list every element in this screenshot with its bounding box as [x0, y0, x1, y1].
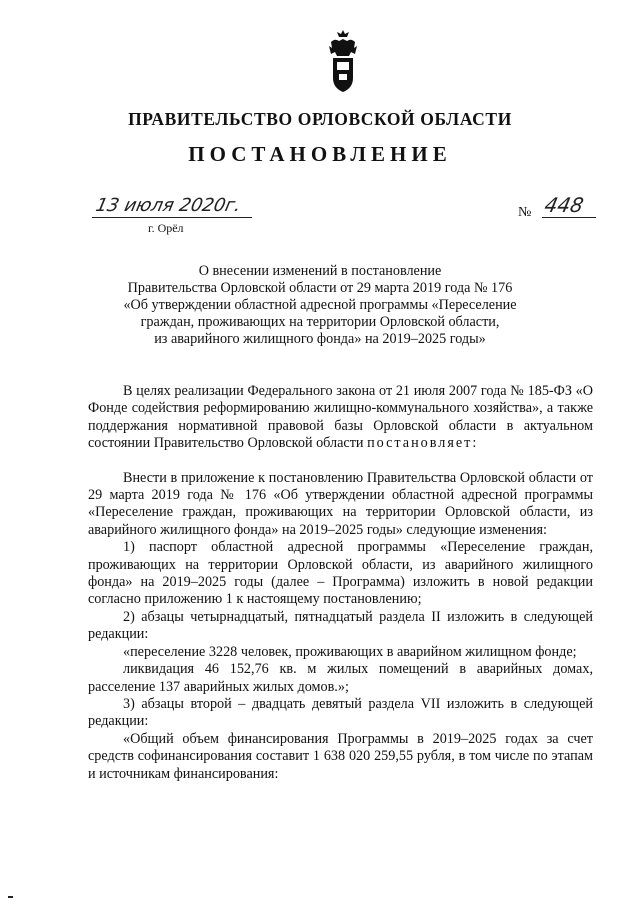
body-paragraph: «переселение 3228 человек, проживающих в аварийном жилищном фонде; [123, 643, 577, 660]
resolves-word: постановляет: [367, 435, 479, 452]
number-underline [542, 217, 596, 218]
coat-of-arms-emblem [325, 28, 361, 94]
document-body [88, 383, 593, 783]
subject-line: О внесении изменений в постановление [198, 263, 442, 279]
body-paragraph: Внести в приложение к постановлению Правительства Орловской области от 29 марта 2019 года № 176 «Об утверждении областной адресной программы «Переселение граждан, проживающих на территории Орловской области, из аварийного жилищного фонда» на 2019–2025 годы» следующие изменения: [88, 469, 593, 538]
scan-mark [8, 896, 13, 898]
subject-line: «Об утверждении областной адресной программы «Переселение [123, 297, 517, 313]
subject-line: граждан, проживающих на территории Орловской области, [140, 314, 500, 330]
subject-line: Правительства Орловской области от 29 марта 2019 года № 176 [127, 280, 513, 296]
preamble-text: В целях реализации Федерального закона от 21 июля 2007 года № 185-ФЗ «О Фонде содействия реформированию жилищно-коммунального хозяйства», а также поддержания нормативной правовой базы Орловской области в актуальном состоянии Правительство Орловской области [88, 383, 593, 452]
document-type-heading: ПОСТАНОВЛЕНИЕ [188, 142, 452, 166]
number-label: № [518, 205, 532, 220]
body-paragraph: 1) паспорт областной адресной программы «Переселение граждан, проживающих на территории Орловской области, из аварийного жилищного фонда» на 2019–2025 годы (далее – Программа) изложить в новой редакции согласно приложению 1 к настоящему постановлению; [88, 539, 593, 608]
document-subject [100, 263, 540, 348]
subject-line: из аварийного жилищного фонда» на 2019–2025 годы» [154, 331, 486, 347]
city-label: г. Орёл [148, 221, 184, 235]
body-paragraph: 2) абзацы четырнадцатый, пятнадцатый раздела II изложить в следующей редакции: [88, 608, 593, 643]
body-paragraph: ликвидация 46 152,76 кв. м жилых помещений в аварийных домах, расселение 137 аварийных жилых домов.»; [88, 661, 593, 695]
handwritten-date: 13 июля 2020г. [93, 195, 243, 216]
date-underline [92, 217, 252, 218]
handwritten-number: 448 [542, 193, 586, 217]
preamble-paragraph [88, 383, 593, 453]
body-paragraph: 3) абзацы второй – двадцать девятый раздела VII изложить в следующей редакции: [88, 695, 593, 730]
body-paragraph: «Общий объем финансирования Программы в 2019–2025 годах за счет средств софинансирования составит 1 638 020 259,55 рубля, в том числе по этапам и источникам финансирования: [88, 730, 593, 782]
government-title: ПРАВИТЕЛЬСТВО ОРЛОВСКОЙ ОБЛАСТИ [128, 109, 512, 129]
